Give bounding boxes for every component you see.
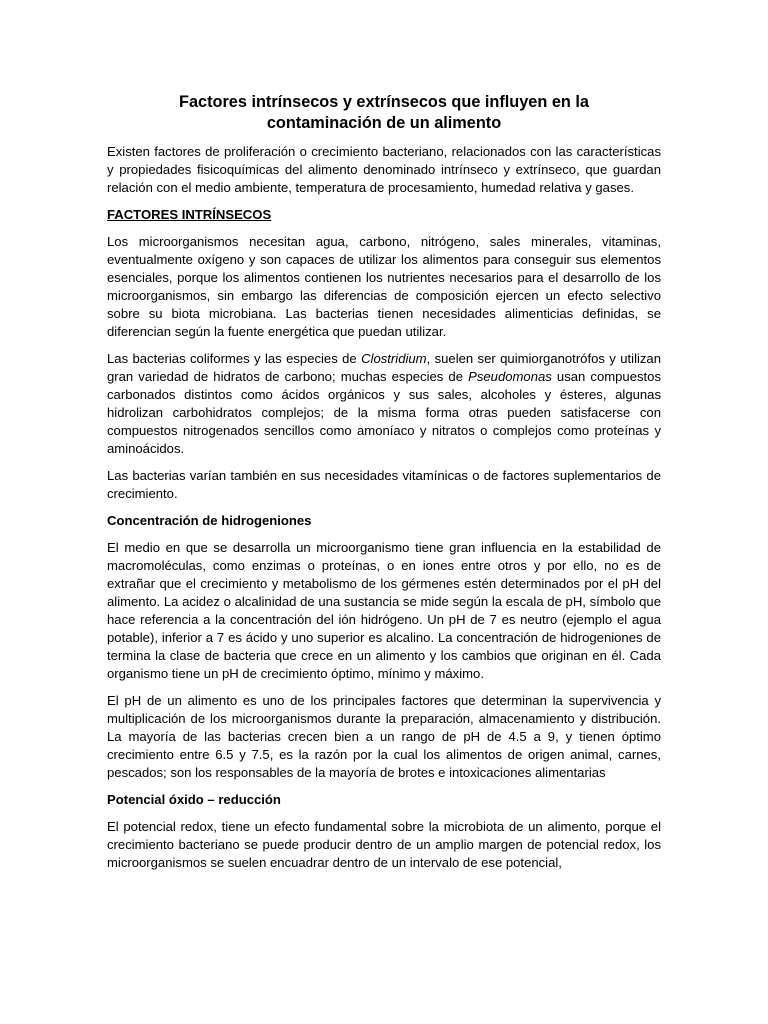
title-line-2: contaminación de un alimento: [266, 114, 502, 132]
p2-italic-clostridium: Clostridium: [361, 351, 427, 366]
p2-italic-pseudomonas: Pseudomonas: [468, 369, 552, 384]
p2-text-a: Las bacterias coliformes y las especies de: [107, 351, 362, 366]
section-heading-hidrogeniones: Concentración de hidrogeniones: [107, 513, 312, 528]
p2-text-c: usan compuestos carbonados distintos como ácidos orgánicos y sus sales, alcoholes y ésteres, algunas hidrolizan carbohidratos complejos; de la misma forma otras pueden satisfacerse con compuestos nitrogenados sencillos como amoníaco y nitratos o complejos como proteínas y aminoácidos.: [107, 369, 662, 456]
section-heading-intrinsecos: FACTORES INTRÍNSECOS: [107, 207, 272, 222]
p2-text-b: , suelen ser quimiorganotrófos y utilizan gran variedad de hidratos de carbono; muchas especies de: [107, 351, 661, 384]
intrinsecos-paragraph-3: Las bacterias varían también en sus necesidades vitamínicas o de factores suplementarios de crecimiento.: [107, 468, 661, 501]
intro-paragraph: Existen factores de proliferación o crecimiento bacteriano, relacionados con las características y propiedades fisicoquímicas del alimento denominado intrínseco y extrínseco, que guardan relación con el medio ambiente, temperatura de procesamiento, humedad relativa y gases.: [107, 144, 661, 195]
redox-paragraph-1: El potencial redox, tiene un efecto fundamental sobre la microbiota de un alimento, porque el crecimiento bacteriano se puede producir dentro de un amplio margen de potencial redox, los microorganismos se suelen encuadrar dentro de un intervalo de ese potencial,: [107, 819, 661, 870]
document-title: [107, 92, 661, 134]
hidrogeniones-paragraph-1: El medio en que se desarrolla un microorganismo tiene gran influencia en la estabilidad de macromoléculas, como enzimas o proteínas, o en iones entre otros y por ello, no es de extrañar que el crecimiento y metabolismo de los gérmenes estén determinados por el pH del alimento. La acidez o alcalinidad de una sustancia se mide según la escala de pH, símbolo que hace referencia a la concentración del ión hidrógeno. Un pH de 7 es neutro (ejemplo el agua potable), inferior a 7 es ácido y uno superior es alcalino. La concentración de hidrogeniones de termina la clase de bacteria que crece en un alimento y los cambios que originan en él. Cada organismo tiene un pH de crecimiento óptimo, mínimo y máximo.: [107, 540, 661, 681]
title-line-1: Factores intrínsecos y extrínsecos que influyen en la: [179, 93, 589, 111]
hidrogeniones-paragraph-2: El pH de un alimento es uno de los principales factores que determinan la supervivencia y multiplicación de los microorganismos durante la preparación, almacenamiento y distribución. La mayoría de las bacterias crecen bien a un rango de pH de 4.5 a 9, y tienen óptimo crecimiento entre 6.5 y 7.5, es la razón por la cual los alimentos de origen animal, carnes, pescados; son los responsables de la mayoría de brotes e intoxicaciones alimentarias: [107, 693, 661, 780]
section-heading-redox: Potencial óxido – reducción: [107, 792, 281, 807]
intrinsecos-paragraph-1: Los microorganismos necesitan agua, carbono, nitrógeno, sales minerales, vitaminas, eventualmente oxígeno y son capaces de utilizar los alimentos para conseguir sus elementos esenciales, porque los alimentos contienen los nutrientes necesarios para el desarrollo de los microorganismos, sin embargo las diferencias de composición ejercen un efecto selectivo sobre su biota microbiana. Las bacterias tienen necesidades alimenticias definidas, se diferencian según la fuente energética que puedan utilizar.: [107, 234, 661, 339]
intrinsecos-paragraph-2: [107, 350, 661, 458]
